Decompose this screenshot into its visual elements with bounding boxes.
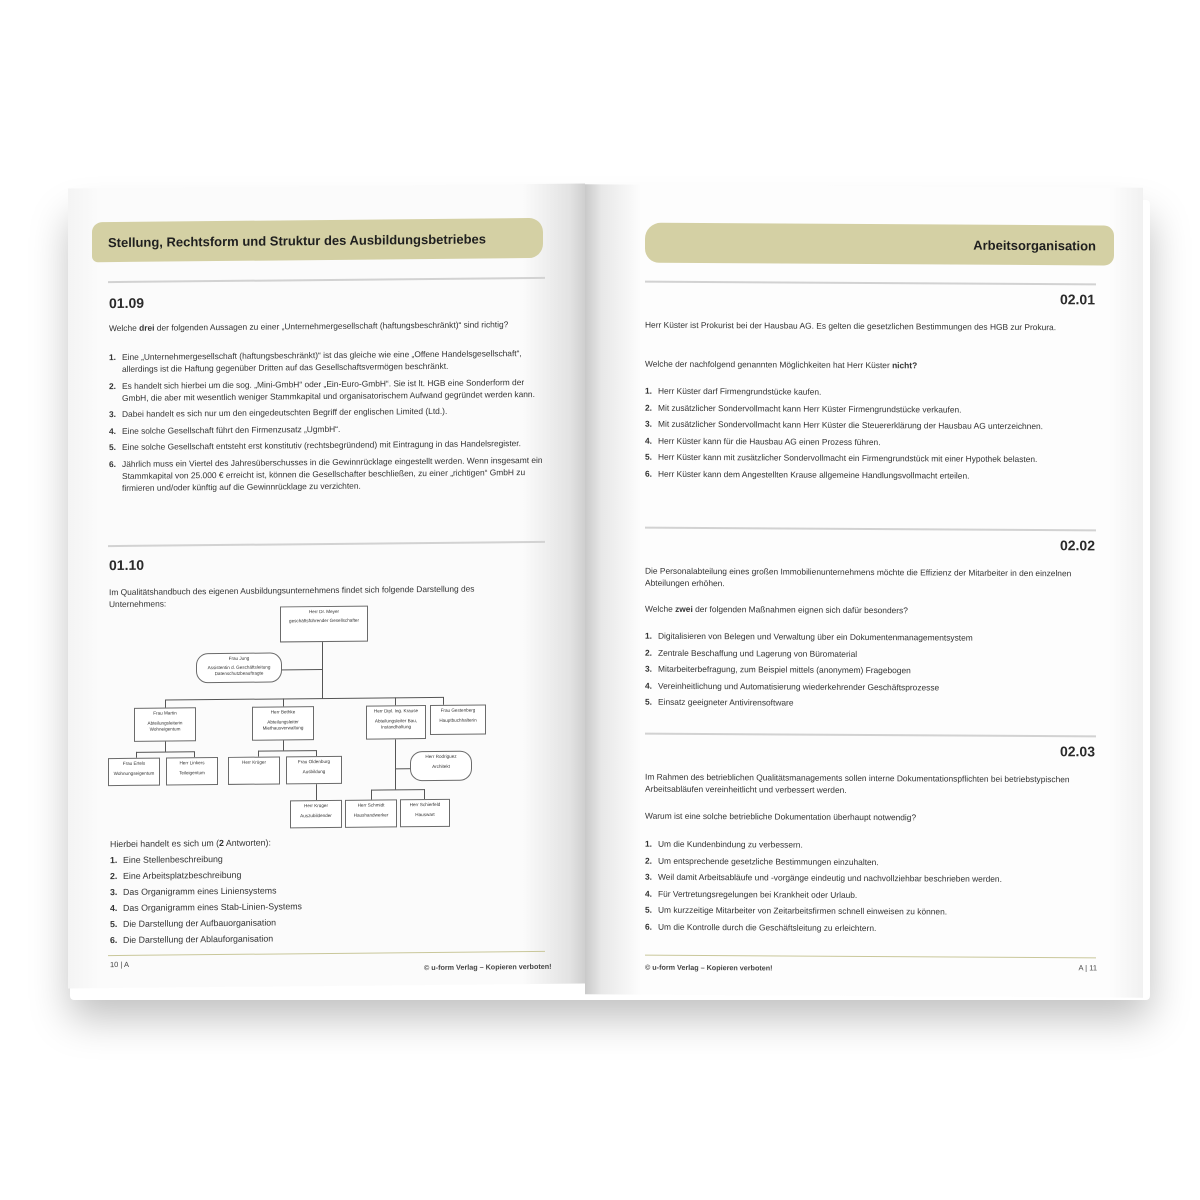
question-number: 02.02 <box>1059 537 1095 554</box>
org-box-ertels: Frau Ertels Wohnungseigentum <box>108 758 160 786</box>
org-box-krause: Herr Dipl. Ing. Krause Abteilungsleiter Bau, Instandhaltung <box>366 705 426 740</box>
footer-rule <box>108 951 545 956</box>
answer-item: 2. Eine Arbeitsplatzbeschreibung <box>110 869 242 882</box>
org-box-krueger-azubi: Herr Krüger Auszubildender <box>290 800 342 828</box>
question-intro: Herr Küster ist Prokurist bei der Hausbau AG. Es gelten die gesetzlichen Bestimmungen des HGB zur Prokura. <box>645 319 1057 333</box>
answer-item: 1. Um die Kundenbindung zu verbessern. <box>645 838 803 850</box>
answer-item: 4. Das Organigramm eines Stab-Linien-Systems <box>110 901 302 914</box>
answer-list <box>110 850 510 950</box>
answer-item: 2. Es handelt sich hierbei um die sog. „Mini-GmbH“ oder „Ein-Euro-GmbH“. Sie ist lt. HGB eine Sonderform der GmbH, die aber mit wesentlich weniger Stammkapital und organisatorischem Aufwand gegründet werden kann. <box>109 376 535 403</box>
answer-item: 6. Jährlich muss ein Viertel des Jahresüberschusses in die Gewinnrücklage eingestellt werden. Wenn insgesamt ein Stammkapital von 25.000 € erreicht ist, können die Gesellschafter beschließen, zu einer „richtigen“ GmbH zu firmieren und/oder künftig auf die Gewinnrücklage zu verzichten. <box>109 454 543 493</box>
org-box-bethke: Herr Bethke Abteilungsleiter Miethausverwaltung <box>252 706 314 741</box>
question-intro: Im Qualitätshandbuch des eigenen Ausbildungsunternehmens findet sich folgende Darstellung des Unternehmens: <box>109 583 475 610</box>
org-box-krueger: Herr Krüger <box>228 756 280 784</box>
org-box-schmidt: Herr Schmidt Haushandwerker <box>345 799 397 827</box>
org-chart <box>108 605 477 833</box>
question-intro: Im Rahmen des betrieblichen Qualitätsmanagements sollen interne Dokumentationspflichten bei betriebstypischen Arbeitsabläufen vereinheitlicht und verbessert werden. <box>645 771 1070 795</box>
org-box-linkers: Herr Linkers Teileigentum <box>166 757 218 785</box>
answer-item: 1. Eine „Unternehmergesellschaft (haftungsbeschränkt)“ ist das gleiche wie eine „Offene Handelsgesellschaft“, allerdings ist die Haftung gegenüber Dritten auf das Gesellschaftsvermögen beschränkt. <box>109 348 522 374</box>
divider <box>108 277 545 283</box>
org-box-schierfeld: Herr Schierfeld Hauswart <box>400 799 450 827</box>
answer-item: 2. Mit zusätzlicher Sondervollmacht kann Herr Küster Firmengrundstücke verkaufen. <box>645 402 962 415</box>
answer-item: 2. Um entsprechende gesetzliche Bestimmungen einzuhalten. <box>645 855 879 867</box>
org-box-rodriguez: Herr Rodriguez Architekt <box>410 751 472 782</box>
question-intro: Die Personalabteilung eines großen Immobilienunternehmens möchte die Effizienz der Mitarbeiter in den einzelnen Abteilungen erhöhen. <box>645 565 1072 589</box>
answer-item: 3. Weil damit Arbeitsabläufe und -vorgänge eindeutig und nachvollziehbar beschrieben werden. <box>645 871 1002 884</box>
footer-rule <box>645 955 1096 959</box>
divider <box>645 527 1096 532</box>
org-box-ceo: Herr Dr. Meyer geschäftsführender Gesellschafter <box>280 606 368 643</box>
answer-list <box>645 630 1095 715</box>
question-text: Welche der nachfolgend genannten Möglichkeiten hat Herr Küster nicht? <box>645 358 918 371</box>
answer-item: 6. Herr Küster kann dem Angestellten Krause allgemeine Handlungsvollmacht erteilen. <box>645 468 970 481</box>
divider <box>645 281 1096 286</box>
question-number: 01.10 <box>109 556 145 574</box>
org-box-martin: Frau Martin Abteilungsleiterin Wohneigentum <box>134 707 196 742</box>
question-number: 01.09 <box>109 294 145 312</box>
answer-item: 4. Für Vertretungsregelungen bei Krankheit oder Urlaub. <box>645 888 858 900</box>
answer-item: 3. Mit zusätzlicher Sondervollmacht kann Herr Küster die Steuererklärung der Hausbau AG unterzeichnen. <box>645 418 1043 432</box>
answer-item: 5. Eine solche Gesellschaft entsteht erst konstitutiv (rechtsbegründend) mit Eintragung in das Handelsregister. <box>109 438 521 453</box>
copyright: © u-form Verlag – Kopieren verboten! <box>645 962 773 973</box>
answer-list <box>645 385 1085 487</box>
answer-item: 5. Einsatz geeigneter Antivirensoftware <box>645 696 794 708</box>
chapter-header-left: Stellung, Rechtsform und Struktur des Ausbildungsbetriebes <box>92 218 543 262</box>
question-text: Hierbei handelt es sich um (2 Antworten): <box>110 837 271 850</box>
answer-item: 5. Die Darstellung der Aufbauorganisation <box>110 917 277 930</box>
right-page <box>585 184 1143 997</box>
answer-item: 3. Mitarbeiterbefragung, zum Beispiel mittels (anonymem) Fragebogen <box>645 663 911 676</box>
answer-list <box>109 347 545 498</box>
answer-item: 2. Zentrale Beschaffung und Lagerung von Büromaterial <box>645 647 858 659</box>
answer-item: 6. Um die Kontrolle durch die Geschäftsleitung zu erleichtern. <box>645 921 877 933</box>
answer-item: 5. Herr Küster kann mit zusätzlicher Sondervollmacht ein Firmengrundstück mit einer Hypothek belasten. <box>645 451 1038 465</box>
copyright: © u-form Verlag – Kopieren verboten! <box>424 961 552 973</box>
answer-list <box>645 838 1095 940</box>
question-text: Welche zwei der folgenden Maßnahmen eignen sich dafür besonders? <box>645 603 908 616</box>
answer-item: 4. Vereinheitlichung und Automatisierung wiederkehrender Geschäftsprozesse <box>645 680 940 692</box>
page-number: A | 11 <box>1078 963 1097 973</box>
question-number: 02.01 <box>1059 291 1095 308</box>
answer-item: 6. Die Darstellung der Ablauforganisation <box>110 933 274 946</box>
answer-item: 3. Dabei handelt es sich nur um den eingedeutschten Begriff der englischen Limited (Ltd.). <box>109 405 448 420</box>
answer-item: 5. Um kurzzeitige Mitarbeiter von Zeitarbeitsfirmen schnell einweisen zu können. <box>645 904 948 917</box>
answer-item: 4. Herr Küster kann für die Hausbau AG einen Prozess führen. <box>645 435 881 447</box>
answer-item: 4. Eine solche Gesellschaft führt den Firmenzusatz „UgmbH“. <box>109 423 341 436</box>
left-page <box>68 184 585 989</box>
question-text: Warum ist eine solche betriebliche Dokumentation überhaupt notwendig? <box>645 810 917 823</box>
answer-item: 1. Digitalisieren von Belegen und Verwaltung über ein Dokumentenmanagementsystem <box>645 630 973 643</box>
page-number: 10 | A <box>110 959 130 970</box>
org-box-staff: Frau Jung Assistentin d. Geschäftsleitung Datenschutzbeauftragte <box>196 652 282 683</box>
question-intro: Welche drei der folgenden Aussagen zu einer „Unternehmergesellschaft (haftungsbeschränkt)“ sind richtig? <box>109 319 509 334</box>
org-box-gestenberg: Frau Gestenberg Hauptbuchhalterin <box>430 704 486 735</box>
answer-item: 1. Eine Stellenbeschreibung <box>110 853 223 866</box>
divider <box>645 733 1096 738</box>
chapter-header-right: Arbeitsorganisation <box>645 223 1114 266</box>
divider <box>108 541 545 547</box>
org-box-oldenburg: Frau Oldenburg Ausbildung <box>286 756 342 785</box>
answer-item: 3. Das Organigramm eines Liniensystems <box>110 885 277 898</box>
question-number: 02.03 <box>1059 743 1095 760</box>
answer-item: 1. Herr Küster darf Firmengrundstücke kaufen. <box>645 385 822 397</box>
